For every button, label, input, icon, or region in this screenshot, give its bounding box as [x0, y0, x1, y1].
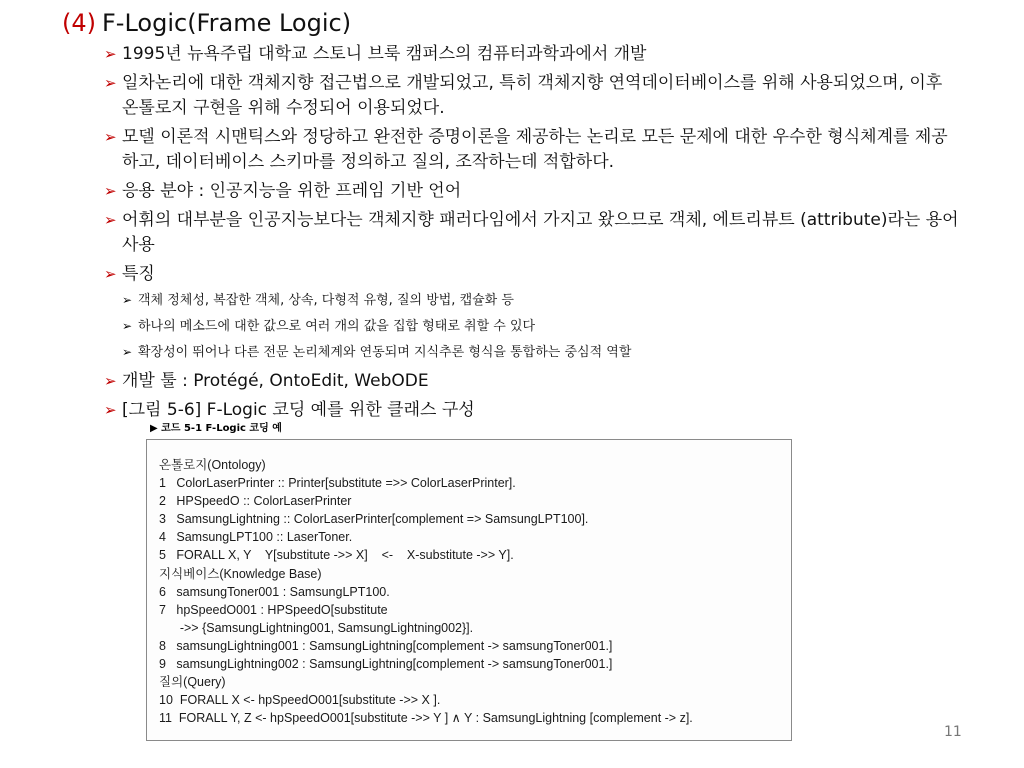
- code-listing-image: [146, 439, 792, 741]
- bullet-item: [104, 369, 964, 394]
- arrow-bullet-icon: ➢: [104, 211, 117, 229]
- arrow-bullet-icon: ➢: [104, 265, 117, 283]
- bullet-item: [104, 125, 964, 175]
- bullet-list: [104, 42, 964, 427]
- code-line: 3 SamsungLightning :: ColorLaserPrinter[complement => SamsungLPT100].: [159, 512, 589, 527]
- code-line: ->> {SamsungLightning001, SamsungLightning002}].: [159, 620, 474, 635]
- bullet-text: 특징: [122, 264, 155, 284]
- slide-title: [62, 8, 351, 38]
- arrow-bullet-icon: ➢: [104, 401, 117, 419]
- bullet-text: 하나의 메소드에 대한 값으로 여러 개의 값을 집합 형태로 취할 수 있다: [138, 319, 536, 334]
- sub-bullet-item: [104, 343, 964, 362]
- bullet-item: [104, 262, 964, 287]
- arrow-bullet-icon: ➢: [104, 45, 117, 63]
- title-text: F-Logic(Frame Logic): [102, 9, 352, 37]
- code-line: 8 samsungLightning001 : SamsungLightning[complement -> samsungToner001.]: [159, 638, 613, 653]
- code-line: 6 samsungToner001 : SamsungLPT100.: [159, 584, 390, 599]
- bullet-text: 확장성이 뛰어나 다른 전문 논리체계와 연동되며 지식추론 형식을 통합하는 중심적 역할: [138, 345, 632, 360]
- code-line: 4 SamsungLPT100 :: LaserToner.: [159, 530, 353, 545]
- code-line: 질의(Query): [159, 675, 226, 690]
- bullet-text: 개발 툴 : Protégé, OntoEdit, WebODE: [122, 371, 429, 391]
- arrow-bullet-icon: ➢: [104, 182, 117, 200]
- code-line: 온톨로지(Ontology): [159, 458, 266, 472]
- code-line: 9 samsungLightning002 : SamsungLightning[complement -> samsungToner001.]: [159, 657, 613, 672]
- bullet-item: [104, 42, 964, 67]
- arrow-bullet-icon: ➢: [122, 293, 133, 307]
- bullet-text: 모델 이론적 시맨틱스와 정당하고 완전한 증명이론을 제공하는 논리로 모든 문제에 대한 우수한 형식체계를 제공하고, 데이터베이스 스키마를 정의하고 질의, 조작하는데 적합하다.: [122, 127, 948, 172]
- code-line: 2 HPSpeedO :: ColorLaserPrinter: [159, 494, 352, 509]
- arrow-bullet-icon: ➢: [122, 319, 133, 333]
- code-line: 1 ColorLaserPrinter :: Printer[substitute =>> ColorLaserPrinter].: [159, 476, 516, 491]
- bullet-text: [그림 5-6] F-Logic 코딩 예를 위한 클래스 구성: [122, 400, 475, 420]
- code-line: 10 FORALL X <- hpSpeedO001[substitute ->> X ].: [159, 693, 441, 708]
- code-line: 5 FORALL X, Y Y[substitute ->> X] <- X-substitute ->> Y].: [159, 548, 514, 563]
- sub-bullet-item: [104, 291, 964, 310]
- code-line: 지식베이스(Knowledge Base): [159, 566, 322, 581]
- code-line: 7 hpSpeedO001 : HPSpeedO[substitute: [159, 602, 388, 617]
- bullet-item: [104, 179, 964, 204]
- arrow-bullet-icon: ➢: [104, 128, 117, 146]
- arrow-bullet-icon: ➢: [104, 74, 117, 92]
- bullet-text: 어휘의 대부분을 인공지능보다는 객체지향 패러다임에서 가지고 왔으므로 객체, 에트리뷰트 (attribute)라는 용어 사용: [122, 210, 959, 255]
- bullet-text: 일차논리에 대한 객체지향 접근법으로 개발되었고, 특히 객체지향 연역데이터베이스를 위해 사용되었으며, 이후 온톨로지 구현을 위해 수정되어 이용되었다.: [122, 73, 943, 118]
- code-line: 11 FORALL Y, Z <- hpSpeedO001[substitute ->> Y ] ∧ Y : SamsungLightning [complement -> z].: [159, 711, 693, 726]
- arrow-bullet-icon: ➢: [104, 372, 117, 390]
- title-number: (4): [62, 9, 96, 37]
- sub-bullet-item: [104, 317, 964, 336]
- bullet-item: [104, 71, 964, 121]
- bullet-text: 1995년 뉴욕주립 대학교 스토니 브룩 캠퍼스의 컴퓨터과학과에서 개발: [122, 44, 647, 64]
- page-number: 11: [944, 724, 962, 740]
- bullet-text: 응용 분야 : 인공지능을 위한 프레임 기반 언어: [122, 181, 462, 201]
- bullet-text: 객체 정체성, 복잡한 객체, 상속, 다형적 유형, 질의 방법, 캡슐화 등: [138, 293, 514, 308]
- bullet-item: [104, 208, 964, 258]
- code-caption: ▶ 코드 5-1 F-Logic 코딩 예: [150, 423, 282, 434]
- arrow-bullet-icon: ➢: [122, 345, 133, 359]
